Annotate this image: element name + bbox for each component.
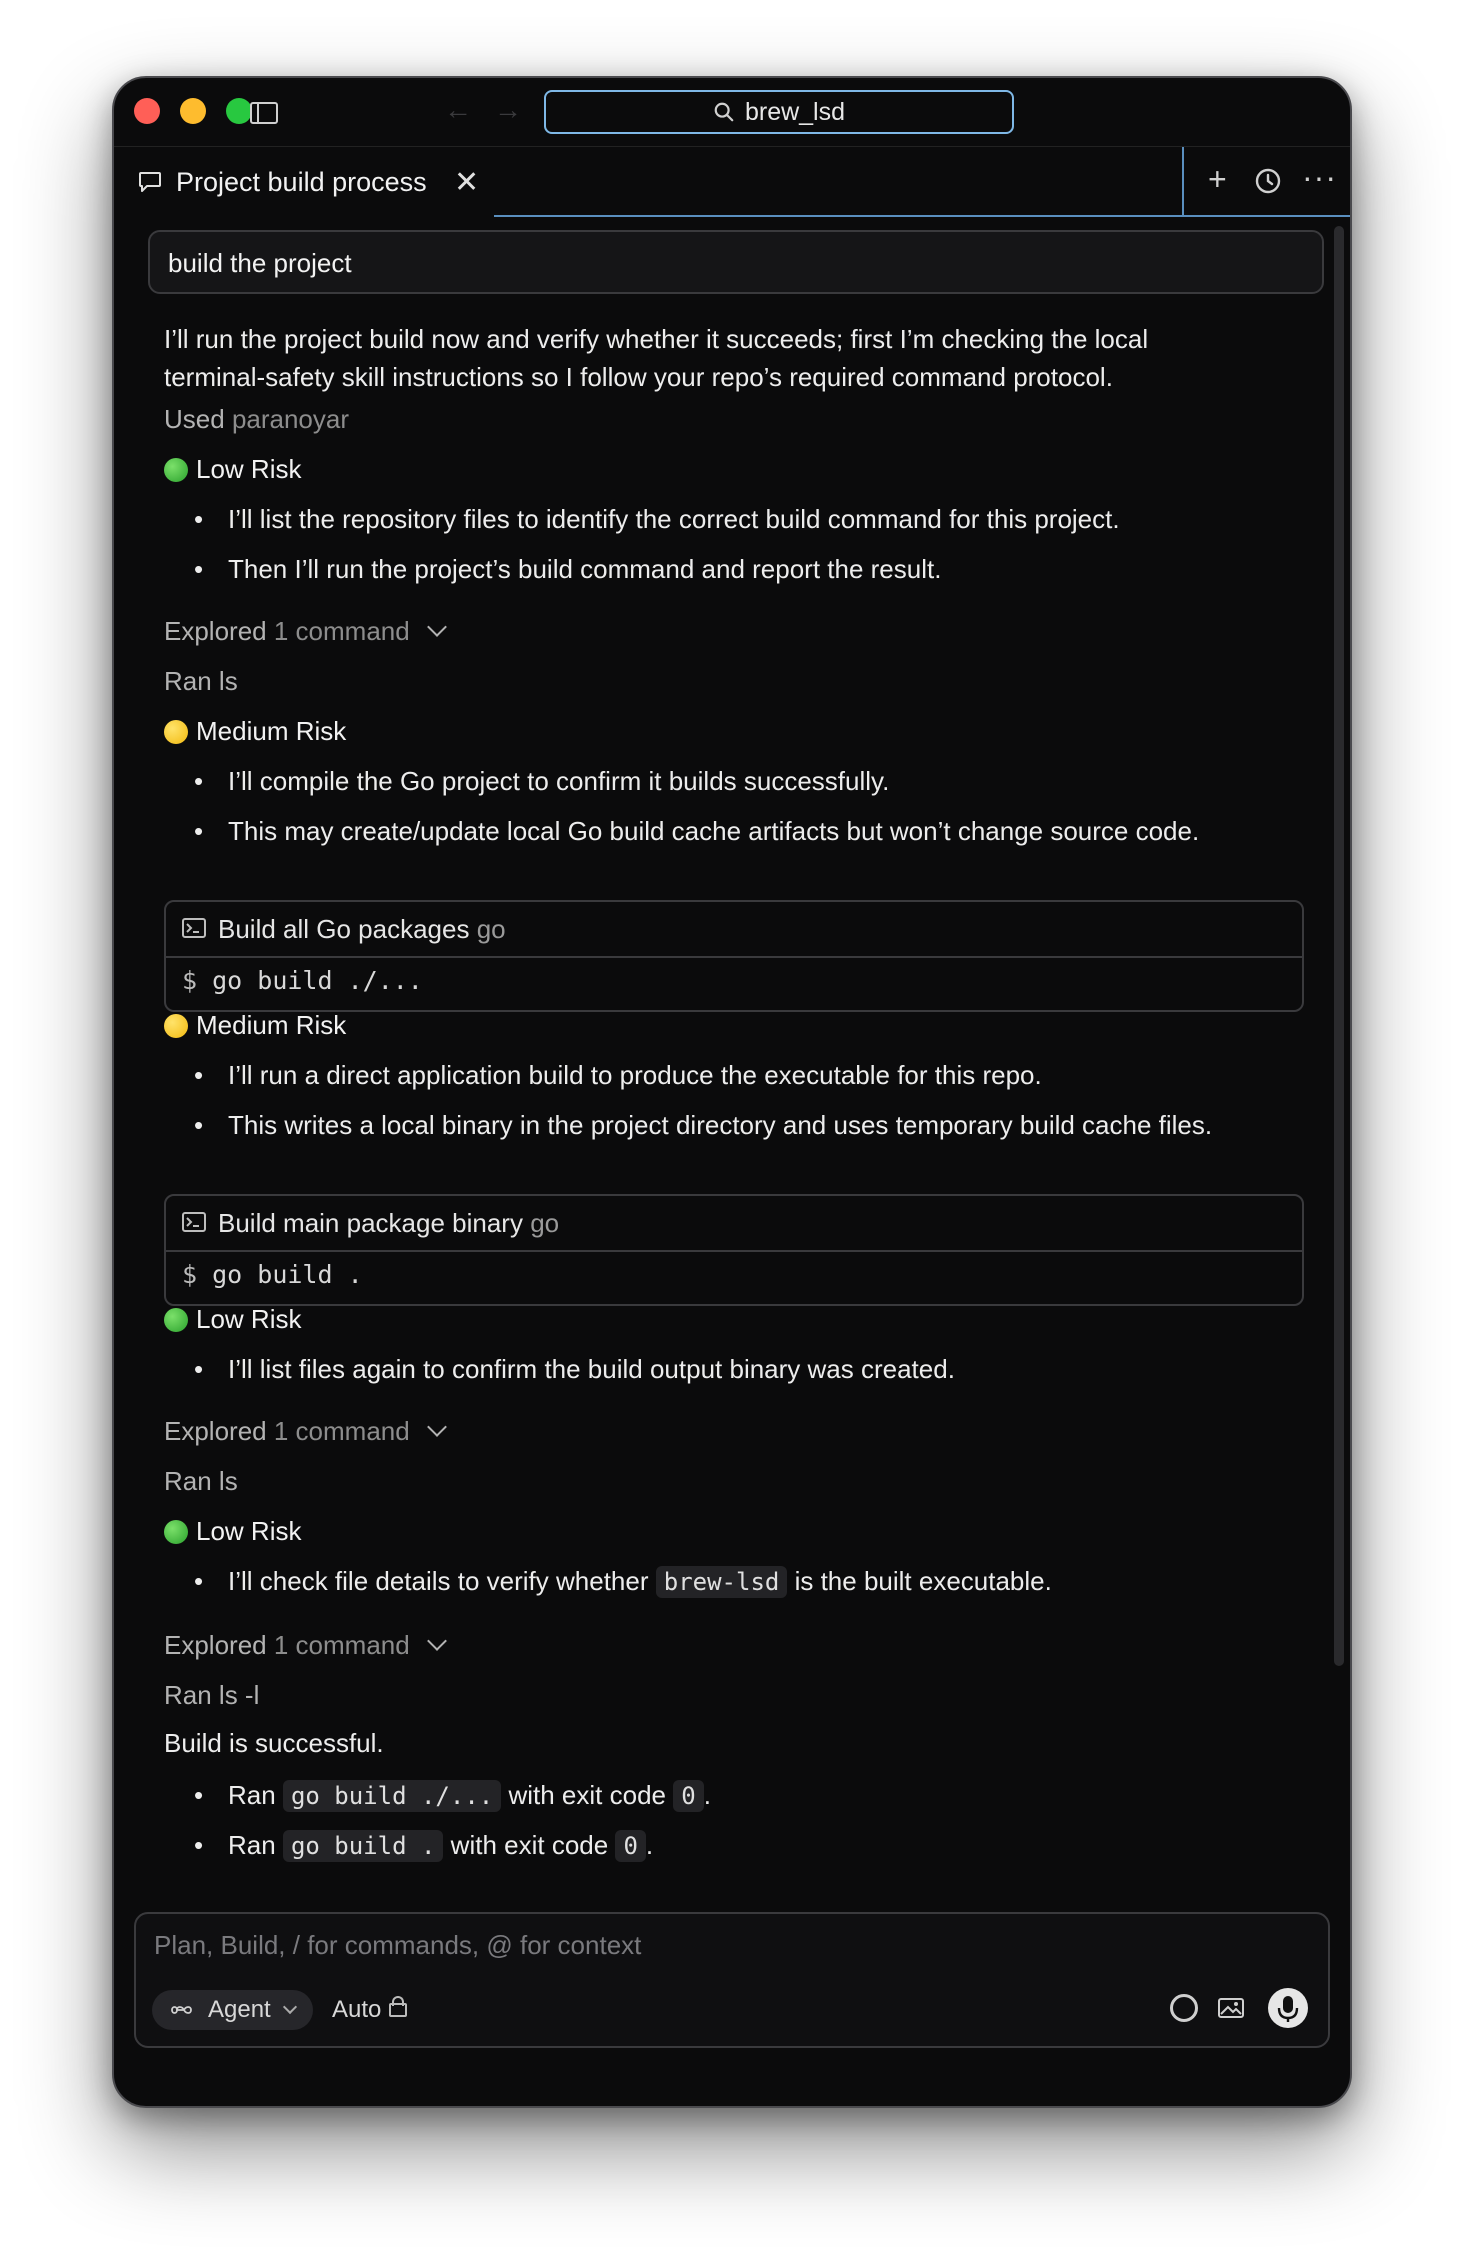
risk-label: Low Risk [164,454,301,485]
image-icon[interactable] [1218,1998,1244,2018]
list-item: • I’ll list the repository files to identify the correct build command for this project. [198,504,1120,535]
ran-command-text: Ran ls -l [164,1680,260,1710]
inline-code: go build . [283,1830,444,1862]
chevron-down-icon [283,2000,297,2014]
composer-input[interactable]: Plan, Build, / for commands, @ for context [154,1930,642,1960]
conversation-panel [114,218,1350,1978]
list-item: • Then I’ll run the project’s build command and report the result. [198,554,941,585]
inline-code: go build ./... [283,1780,501,1812]
more-icon[interactable]: ··· [1302,159,1337,195]
used-skill-row [164,404,349,435]
title-bar [114,78,1350,146]
command-text: $ go build . [182,1260,363,1289]
search-field[interactable] [544,90,1014,134]
scrollbar[interactable] [1334,226,1344,1666]
intro-text-line-2: terminal-safety skill instructions so I follow your repo’s required command protocol. [164,362,1113,392]
tab-project-build[interactable] [114,147,494,217]
chevron-down-icon [427,1631,447,1651]
inline-code: brew-lsd [656,1566,788,1598]
tab-divider [1182,147,1184,217]
microphone-button[interactable] [1268,1988,1308,2028]
close-window-button[interactable] [134,98,160,124]
forward-arrow-icon[interactable]: → [494,94,522,125]
terminal-icon [182,918,206,938]
composer[interactable] [134,1912,1330,2048]
used-label: Used [164,404,225,434]
yellow-dot-icon [164,720,188,744]
tab-bar-underline [494,215,1350,217]
search-text: brew_lsd [744,97,846,126]
lock-icon [389,2003,407,2017]
infinity-icon [170,2003,198,2017]
auto-mode-button[interactable]: Auto [332,1996,407,2024]
list-item: • This writes a local binary in the project directory and uses temporary build cache files. [198,1110,1212,1141]
sidebar-toggle-icon[interactable] [250,102,278,124]
green-dot-icon [164,1520,188,1544]
list-item: • I’ll run a direct application build to produce the executable for this repo. [198,1060,1042,1091]
used-skill-name[interactable]: paranoyar [231,404,350,434]
list-item: • I’ll compile the Go project to confirm it builds successfully. [198,766,889,797]
plus-icon[interactable]: + [1208,161,1227,197]
context-ring-icon[interactable] [1170,1994,1198,2022]
close-tab-icon[interactable]: ✕ [454,166,480,199]
intro-text-line-1: I’ll run the project build now and verify whether it succeeds; first I’m checking the local [164,324,1149,354]
command-card-title: Build all Go packages go [218,914,506,944]
green-dot-icon [164,1308,188,1332]
command-card-title: Build main package binary go [218,1208,560,1238]
risk-label: Low Risk [164,1516,301,1547]
agent-label: Agent [208,1996,271,2023]
risk-label: Low Risk [164,1304,301,1335]
user-prompt: build the project [148,230,1324,294]
microphone-icon [1268,1988,1308,2028]
chevron-down-icon [427,1417,447,1437]
terminal-icon [182,1212,206,1232]
command-card[interactable] [164,900,1304,1012]
inline-code: 0 [615,1830,645,1862]
command-text: $ go build ./... [182,966,423,995]
explored-toggle[interactable]: Explored 1 command [164,1630,444,1661]
command-card[interactable] [164,1194,1304,1306]
list-item: • I’ll list files again to confirm the build output binary was created. [198,1354,955,1385]
chat-icon [138,171,162,193]
risk-label: Medium Risk [164,1010,346,1041]
ran-command-text: Ran ls [164,1466,238,1496]
list-item: • Ran go build ./... with exit code 0 . [198,1780,711,1811]
green-dot-icon [164,458,188,482]
explored-toggle[interactable]: Explored 1 command [164,1416,444,1447]
tab-bar [114,146,1350,217]
command-card-header [166,1196,1302,1252]
search-icon [713,101,735,123]
summary-text: Build is successful. [164,1728,384,1758]
minimize-window-button[interactable] [180,98,206,124]
list-item: • This may create/update local Go build cache artifacts but won’t change source code. [198,816,1199,847]
app-window [112,76,1352,2108]
risk-label: Medium Risk [164,716,346,747]
yellow-dot-icon [164,1014,188,1038]
chevron-down-icon [427,617,447,637]
inline-code: 0 [673,1780,703,1812]
list-item: • I’ll check file details to verify whether brew-lsd is the built executable. [198,1566,1052,1597]
explored-toggle[interactable]: Explored 1 command [164,616,444,647]
history-icon[interactable] [1254,167,1282,195]
maximize-window-button[interactable] [226,98,252,124]
command-card-header [166,902,1302,958]
list-item: • Ran go build . with exit code 0 . [198,1830,653,1861]
tab-label: Project build process [176,167,427,197]
agent-mode-button[interactable] [152,1990,313,2030]
ran-command-text: Ran ls [164,666,238,696]
back-arrow-icon[interactable]: ← [444,94,472,125]
